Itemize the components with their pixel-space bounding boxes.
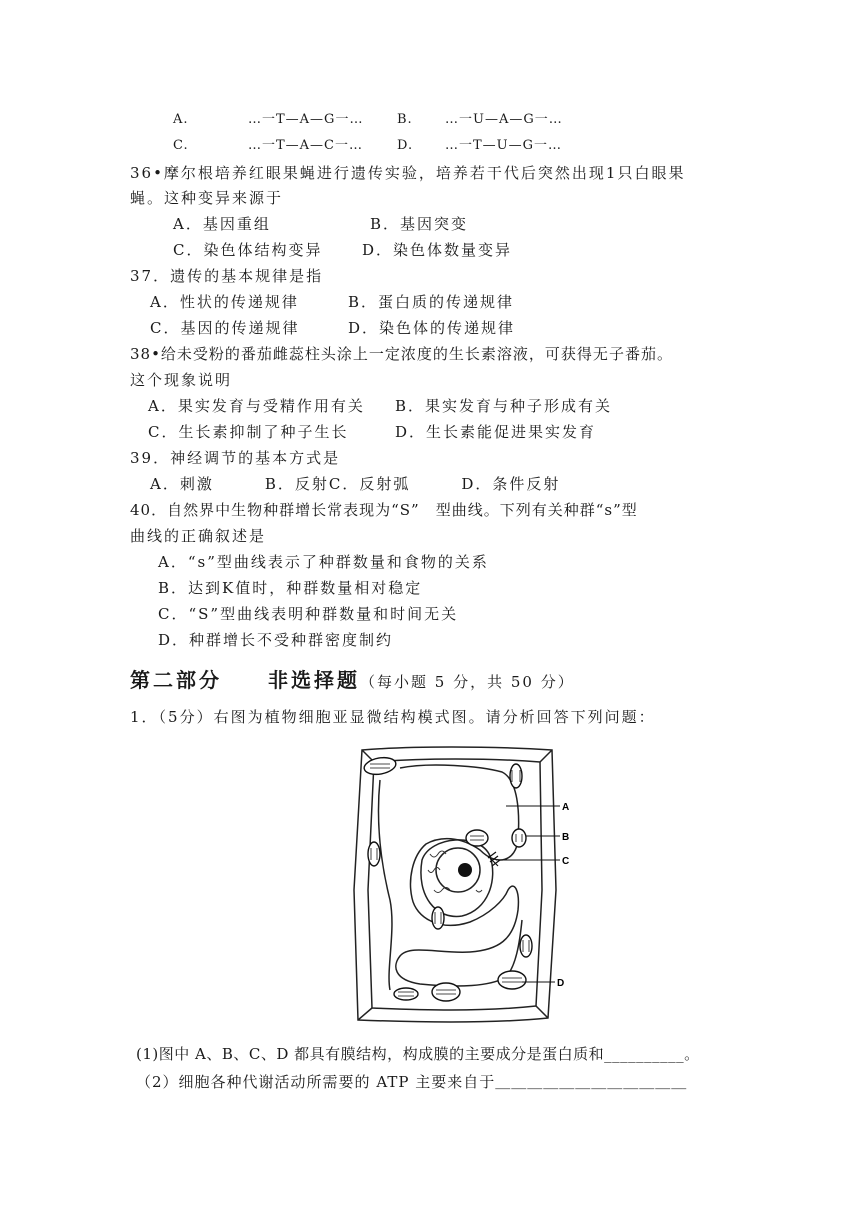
q35-opt-b-seq: …一U—A—G一…: [445, 112, 563, 127]
chloroplast: [498, 971, 526, 989]
q35-opt-d-letter: D.: [397, 138, 414, 153]
chloroplast: [466, 830, 488, 846]
q38-opt-c: C．生长素抑制了种子生长: [148, 423, 349, 441]
q38-stem-2: 这个现象说明: [130, 371, 233, 389]
p2q1-sub2: （2）细胞各种代谢活动所需要的 ATP 主要来自于＿＿＿＿＿＿＿＿＿＿＿＿: [136, 1073, 688, 1091]
q35-opt-a-letter: A.: [173, 112, 189, 127]
q38-stem-1: 38•给未受粉的番茄雌蕊柱头涂上一定浓度的生长素溶液，可获得无子番茄。: [130, 345, 673, 363]
q36-stem-2: 蝇。这种变异来源于: [130, 189, 284, 207]
q35-opt-c-letter: C.: [173, 138, 189, 153]
nucleolus: [458, 863, 472, 877]
p2q1-sub1: (1)图中 A、B、C、D 都具有膜结构，构成膜的主要成分是蛋白质和__________。: [136, 1045, 700, 1063]
q38-opt-b: B．果实发育与种子形成有关: [395, 397, 613, 415]
q39-options: A．刺激 B．反射C．反射弧 D．条件反射: [150, 475, 561, 493]
q36-opt-c: C．染色体结构变异: [173, 241, 323, 259]
q35-opt-a-seq: …一T—A—G一…: [248, 112, 364, 127]
chloroplast: [432, 907, 444, 929]
q36-opt-d: D．染色体数量变异: [362, 241, 513, 259]
q35-opt-b-letter: B.: [397, 112, 413, 127]
q40-opt-c: C．“S”型曲线表明种群数量和时间无关: [158, 605, 459, 623]
q40-opt-b: B．达到K值时，种群数量相对稳定: [158, 579, 423, 597]
q36-opt-a: A．基因重组: [173, 215, 271, 233]
chloroplast: [368, 842, 380, 866]
q38-opt-a: A．果实发育与受精作用有关: [148, 397, 365, 415]
chloroplast-grana: [370, 764, 529, 996]
part2-heading: [130, 664, 575, 693]
p2q1-stem: 1．（5分）右图为植物细胞亚显微结构模式图。请分析回答下列问题：: [130, 708, 656, 726]
q40-opt-a: A．“s”型曲线表示了种群数量和食物的关系: [158, 553, 489, 571]
part2-title: 第二部分 非选择题: [130, 668, 360, 692]
chloroplast: [432, 983, 460, 1001]
figure-label-c: C: [562, 856, 570, 867]
vacuole: [396, 765, 522, 986]
q37-opt-c: C．基因的传递规律: [150, 319, 300, 337]
q37-stem: 37．遗传的基本规律是指: [130, 267, 324, 285]
q40-stem-1: 40．自然界中生物种群增长常表现为“S” 型曲线。下列有关种群“s”型: [130, 501, 638, 519]
q36-stem-1: 36•摩尔根培养红眼果蝇进行遗传实验，培养若干代后突然出现1只白眼果: [130, 164, 686, 182]
q38-opt-d: D．生长素能促进果实发育: [395, 423, 597, 441]
figure-label-d: D: [557, 978, 565, 989]
q40-stem-2: 曲线的正确叙述是: [130, 527, 267, 545]
chloroplast: [363, 755, 397, 776]
q36-opt-b: B．基因突变: [370, 215, 469, 233]
figure-label-a: A: [562, 802, 570, 813]
plant-cell-figure: [330, 740, 590, 1030]
part2-subtitle: （每小题 5 分，共 50 分）: [360, 673, 575, 691]
q35-opt-d-seq: …一T—U—G一…: [445, 138, 563, 153]
q37-opt-d: D．染色体的传递规律: [348, 319, 516, 337]
q40-opt-d: D．种群增长不受种群密度制约: [158, 631, 394, 649]
chloroplast: [520, 935, 532, 957]
q35-opt-c-seq: …一T—A—C一…: [248, 138, 364, 153]
chloroplast: [394, 988, 418, 1000]
q39-stem: 39．神经调节的基本方式是: [130, 449, 341, 467]
chloroplast: [512, 829, 526, 847]
q37-opt-b: B．蛋白质的传递规律: [348, 293, 515, 311]
figure-label-b: B: [562, 832, 570, 843]
q37-opt-a: A．性状的传递规律: [150, 293, 299, 311]
